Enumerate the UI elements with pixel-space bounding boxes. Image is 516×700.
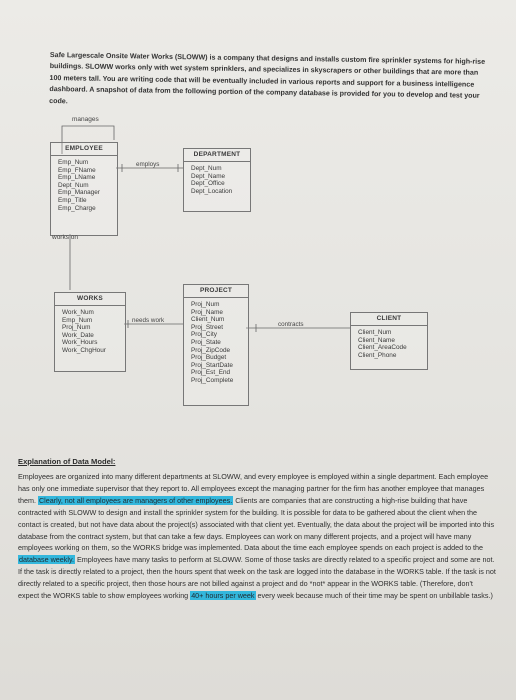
employee-field: Emp_Charge: [58, 204, 96, 212]
works-entity: [54, 292, 126, 372]
works-entity-title: WORKS: [55, 293, 125, 306]
explanation-text: Employees have many tasks to perform at SLOWW. Some of those tasks are directly related to a specific project and some are not. If the task is directly related to a project, then the hours spent that week on the task are logged into the database in the WORKS table. If the task is not directly related to a specific project, then those hours are not billed against a project and do *not* appear in the WORKS table. (Therefore, don't expect the WORKS table to show employees working: [18, 555, 496, 601]
project-field: Proj_Complete: [191, 376, 234, 384]
works-field-list: [55, 306, 125, 358]
works-field: Emp_Num: [62, 316, 93, 324]
employee-field: Emp_LName: [58, 174, 96, 182]
project-entity-title: PROJECT: [184, 285, 248, 298]
employee-field: Emp_Title: [58, 196, 87, 204]
project-field: Proj_Name: [191, 308, 223, 316]
highlight-managers: Clearly, not all employees are managers of other employees.: [38, 495, 233, 505]
manages-label: manages: [72, 116, 99, 123]
client-entity: [350, 312, 428, 370]
client-entity-title: CLIENT: [351, 313, 427, 326]
works-on-label: works on: [52, 234, 79, 241]
project-field: Proj_Budget: [191, 354, 227, 362]
employee-entity-title: EMPLOYEE: [51, 143, 117, 156]
project-field: Proj_Street: [191, 323, 223, 331]
project-field: Proj_City: [191, 331, 217, 339]
employee-field: Dept_Num: [58, 181, 89, 189]
works-field: Work_Hours: [62, 339, 98, 347]
erd-diagram: [50, 112, 490, 452]
works-field: Work_ChgHour: [62, 346, 106, 354]
works-field: Work_Date: [62, 331, 94, 339]
client-field: Client_Num: [358, 329, 392, 336]
works-field: Proj_Num: [62, 324, 91, 332]
employee-field-list: [51, 156, 117, 215]
department-entity-title: DEPARTMENT: [184, 149, 250, 162]
employee-field: Emp_FName: [58, 166, 96, 174]
project-field: Proj_State: [191, 338, 221, 346]
intro-paragraph: Safe Largescale Onsite Water Works (SLOWW) is a company that designs and installs custom fire sprinkler systems for high-rise buildings. SLOWW works only with wet system sprinklers, and specializes in skyscrapers or other buildings that are more than 100 meters tall. You are writing code that will be eventually included in various reports and support for a business intelligence dashboard. A snapshot of data from the following portion of the company database is provided for you to develop and test your code.: [49, 50, 486, 105]
department-field: Dept_Location: [191, 187, 233, 195]
project-entity: [183, 284, 249, 406]
explanation-text: Employees are organized into many different departments at SLOWW, and every employee is employed within a single department. Each employee has only one immediate supervisor that they report to. All employees except the managing partner for the firm has another employee that manages them.: [18, 472, 489, 505]
project-field: Proj_Est_End: [191, 369, 231, 377]
client-field: Client_Phone: [358, 351, 397, 359]
department-field: Dept_Num: [191, 165, 222, 172]
project-field: Proj_StartDate: [191, 361, 233, 369]
department-field: Dept_Office: [191, 180, 225, 188]
explanation-paragraph: [18, 471, 496, 602]
department-field: Dept_Name: [191, 172, 226, 180]
employee-entity: [50, 142, 118, 236]
works-field: Work_Num: [62, 309, 94, 316]
employee-field: Emp_Num: [58, 159, 89, 166]
department-entity: [183, 148, 251, 212]
highlight-hours: 40+ hours per week: [191, 591, 255, 601]
needs-work-relationship-label: needs work: [132, 317, 165, 324]
explanation-heading: Explanation of Data Model:: [18, 457, 116, 466]
client-field-list: [351, 326, 427, 362]
explanation-text: Clients are companies that are constructing a high-rise building that have contracted with SLOWW to design and install the sprinkler system for the building. It is possible for data to be gathered about the client when the contact is created, but not have data about the project(s) associated with that client yet. Eventually, the data about the project will be imported into this database from the contract system, but that can take a few days. Employees can work on many different projects, and a project will have many employees working on them, so the WORKS bridge was implemented. Data about the time each employee spends on each project is added to the: [18, 495, 495, 553]
contracts-relationship-label: contracts: [278, 321, 304, 328]
project-field: Proj_Num: [191, 301, 220, 308]
project-field: Client_Num: [191, 316, 225, 324]
explanation-text: every week because much of their time may be spent on unbillable tasks.): [257, 591, 493, 601]
department-field-list: [184, 162, 250, 198]
project-field: Proj_ZipCode: [191, 346, 231, 354]
client-field: Client_Name: [358, 336, 395, 344]
employs-relationship-label: employs: [136, 161, 160, 168]
employee-field: Emp_Manager: [58, 189, 100, 197]
client-field: Client_AreaCode: [358, 344, 407, 352]
highlight-weekly: database weekly.: [19, 555, 75, 565]
project-field-list: [184, 298, 248, 388]
